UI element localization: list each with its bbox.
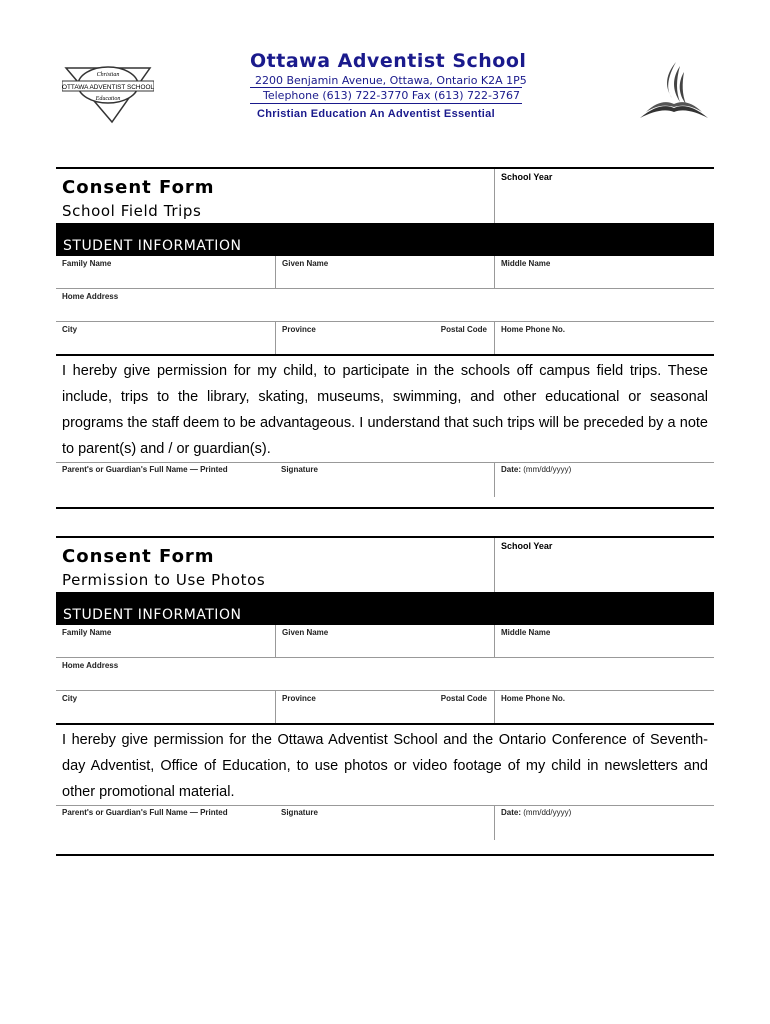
signature-field[interactable] [275, 806, 494, 840]
section-header [56, 592, 714, 625]
form-title: Consent Form [62, 177, 215, 198]
school-phone: Telephone (613) 722-3770 Fax (613) 722-3767 [263, 89, 520, 102]
signature-label: Signature [281, 808, 318, 817]
home-phone-label: Home Phone No. [501, 694, 566, 703]
school-name: Ottawa Adventist School [250, 50, 527, 72]
home-address-label: Home Address [62, 292, 119, 301]
guardian-name-label: Parent's or Guardian's Full Name — Printed [62, 808, 228, 817]
header-divider [250, 103, 522, 104]
form-subtitle: School Field Trips [62, 202, 202, 220]
province-label: Province [282, 694, 316, 703]
home-phone-field[interactable] [494, 691, 715, 723]
given-name-label: Given Name [282, 628, 329, 637]
consent-form-field-trips [56, 167, 714, 509]
section-title: STUDENT INFORMATION [63, 238, 242, 254]
given-name-field[interactable] [275, 625, 495, 657]
date-label: Date: [501, 808, 522, 817]
school-address: 2200 Benjamin Avenue, Ottawa, Ontario K2A 1P5 [255, 74, 527, 87]
section-title: STUDENT INFORMATION [63, 607, 242, 623]
form-subtitle: Permission to Use Photos [62, 571, 266, 589]
logo-top-text: Christian [96, 72, 120, 78]
given-name-label: Given Name [282, 259, 329, 268]
guardian-name-field[interactable] [56, 463, 275, 497]
date-field[interactable] [494, 806, 715, 840]
guardian-name-field[interactable] [56, 806, 275, 840]
province-postal-field[interactable] [275, 691, 495, 723]
form-title: Consent Form [62, 546, 215, 567]
home-address-label: Home Address [62, 661, 119, 670]
logo-band-text: OTTAWA ADVENTIST SCHOOL [62, 84, 154, 91]
family-name-label: Family Name [62, 628, 112, 637]
postal-code-label: Postal Code [440, 694, 487, 703]
school-year-field[interactable] [494, 538, 715, 592]
address-row [56, 289, 714, 322]
consent-statement: I hereby give permission for my child, to participate in the schools off campus field trips. These include, trips to the library, skating, museums, swimming, and other educational or seasonal programs the staff deem to be advantageous. I understand that such trips will be preceded by a note to parent(s) and / or guardian(s). [62, 363, 708, 457]
consent-form-photos [56, 536, 714, 856]
city-field[interactable] [56, 691, 275, 723]
city-label: City [62, 694, 78, 703]
signature-field[interactable] [275, 463, 494, 497]
guardian-name-label: Parent's or Guardian's Full Name — Printed [62, 465, 228, 474]
date-field[interactable] [494, 463, 715, 497]
consent-statement: I hereby give permission for the Ottawa Adventist School and the Ontario Conference of Seventh-day Adventist, Office of Education, to use photos or video footage of my child in newsletters and other promotional material. [62, 732, 708, 800]
family-name-label: Family Name [62, 259, 112, 268]
signature-row [56, 462, 714, 497]
logo-bottom-text: Education [95, 96, 121, 102]
middle-name-field[interactable] [494, 625, 715, 657]
home-phone-label: Home Phone No. [501, 325, 566, 334]
city-row [56, 691, 714, 725]
school-logo-icon [62, 58, 154, 124]
home-address-field[interactable] [56, 658, 714, 690]
address-row [56, 658, 714, 691]
school-year-label: School Year [501, 172, 553, 182]
city-label: City [62, 325, 78, 334]
family-name-field[interactable] [56, 625, 275, 657]
postal-code-label: Postal Code [440, 325, 487, 334]
section-header [56, 223, 714, 256]
home-address-field[interactable] [56, 289, 714, 321]
city-row [56, 322, 714, 356]
school-year-label: School Year [501, 541, 553, 551]
given-name-field[interactable] [275, 256, 495, 288]
family-name-field[interactable] [56, 256, 275, 288]
date-format: (mm/dd/yyyy) [523, 808, 572, 817]
middle-name-label: Middle Name [501, 259, 551, 268]
province-label: Province [282, 325, 316, 334]
home-phone-field[interactable] [494, 322, 715, 354]
name-row [56, 256, 714, 289]
school-year-field[interactable] [494, 169, 715, 223]
date-label: Date: [501, 465, 522, 474]
city-field[interactable] [56, 322, 275, 354]
name-row [56, 625, 714, 658]
signature-row [56, 805, 714, 840]
province-postal-field[interactable] [275, 322, 495, 354]
signature-label: Signature [281, 465, 318, 474]
header-divider [250, 87, 522, 88]
adventist-flame-logo-icon [636, 60, 712, 124]
middle-name-field[interactable] [494, 256, 715, 288]
date-format: (mm/dd/yyyy) [523, 465, 572, 474]
school-tagline: Christian Education An Adventist Essential [257, 108, 495, 120]
middle-name-label: Middle Name [501, 628, 551, 637]
